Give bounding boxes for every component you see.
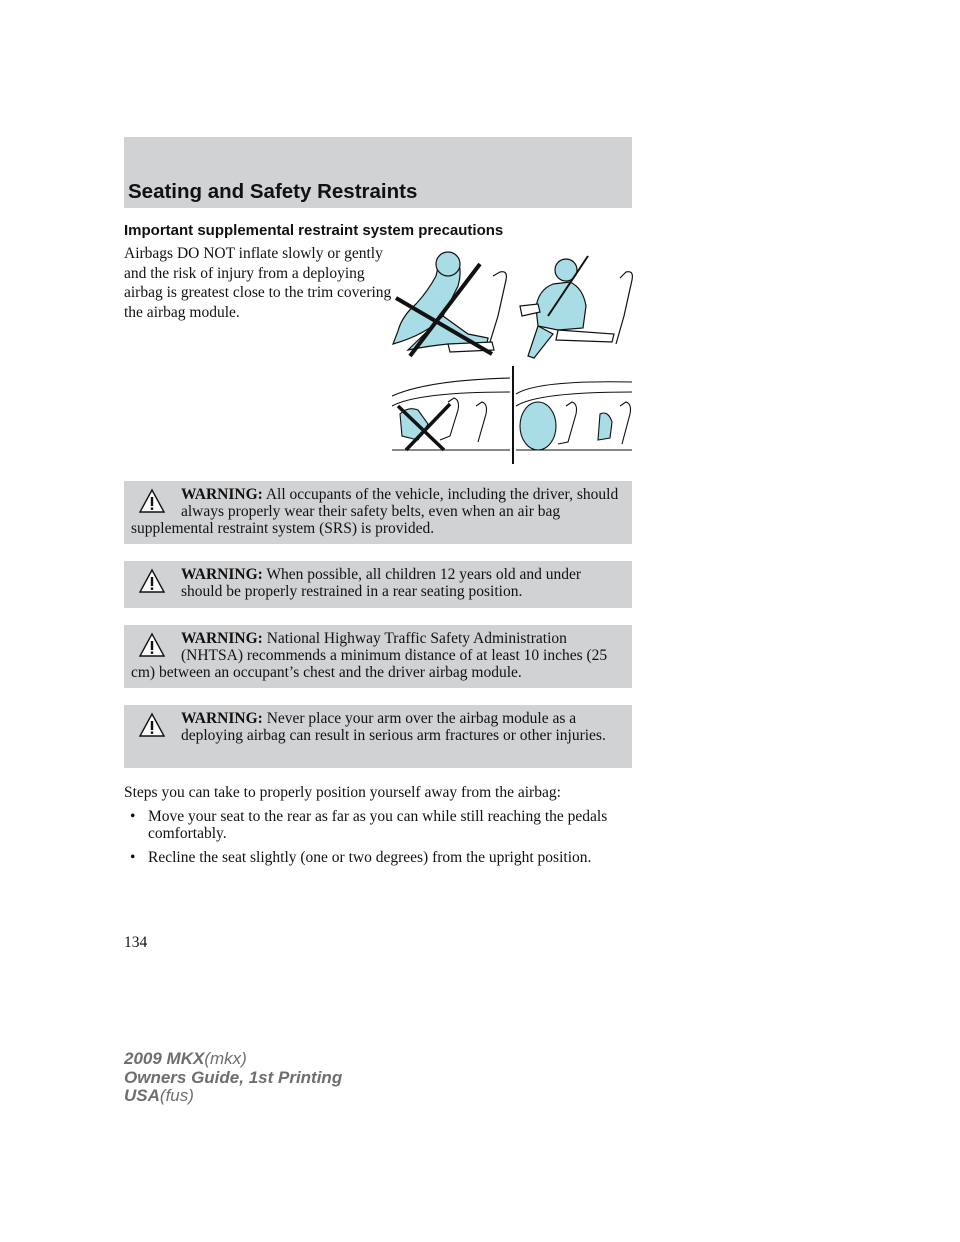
footer-region-code: (fus) <box>159 1086 194 1105</box>
warning-label: WARNING: <box>181 630 263 647</box>
illustration-child-rear-seat <box>516 382 632 450</box>
illustration-child-front-seat <box>392 378 510 450</box>
intro-paragraph: Airbags DO NOT inflate slowly or gently and the risk of injury from a deploying airbag is greatest close to the trim covering the airbag module. <box>124 245 392 321</box>
footer-model-code: (mkx) <box>204 1049 247 1068</box>
page-title: Seating and Safety Restraints <box>128 180 418 203</box>
list-item-text: Recline the seat slightly (one or two degrees) from the upright position. <box>148 849 592 866</box>
footer-model: 2009 MKX <box>124 1049 205 1068</box>
list-item <box>124 808 634 842</box>
warning-triangle-icon <box>139 488 165 514</box>
footer-edition: Owners Guide, 1st Printing <box>124 1067 343 1087</box>
footer-region: USA <box>124 1086 160 1105</box>
steps-intro: Steps you can take to properly position yourself away from the airbag: <box>124 784 561 801</box>
bullet-icon: • <box>130 808 136 825</box>
illustration-occupant-proper <box>520 256 632 358</box>
warning-box-safety-belts <box>124 481 632 544</box>
list-item-text: Move your seat to the rear as far as you can while still reaching the pedals comfortably. <box>148 808 608 842</box>
footer-printing-info <box>124 1050 342 1106</box>
warning-text: National Highway Traffic Safety Administration (NHTSA) recommends a minimum distance of at least 10 inches (25 cm) between an occupant’s chest and the driver airbag module. <box>131 630 608 681</box>
list-item <box>124 849 634 866</box>
bullet-icon: • <box>130 849 136 866</box>
warning-label: WARNING: <box>181 710 263 727</box>
warning-text: When possible, all children 12 years old and under should be properly restrained in a rear seating position. <box>181 566 582 600</box>
warning-label: WARNING: <box>181 566 263 583</box>
section-heading: Important supplemental restraint system precautions <box>124 222 504 239</box>
page-number: 134 <box>124 934 148 951</box>
warning-label: WARNING: <box>181 486 263 503</box>
warning-text: Never place your arm over the airbag module as a deploying airbag can result in serious arm fractures or other injuries. <box>181 710 606 744</box>
warning-box-arm-placement <box>124 705 632 768</box>
warning-triangle-icon <box>139 712 165 738</box>
warning-box-nhtsa-distance <box>124 625 632 688</box>
warning-box-children <box>124 561 632 608</box>
airbag-position-illustration <box>388 246 634 466</box>
warning-triangle-icon <box>139 568 165 594</box>
warning-text: All occupants of the vehicle, including the driver, should always properly wear their safety belts, even when an air bag supplemental restraint system (SRS) is provided. <box>131 486 619 537</box>
warning-triangle-icon <box>139 632 165 658</box>
